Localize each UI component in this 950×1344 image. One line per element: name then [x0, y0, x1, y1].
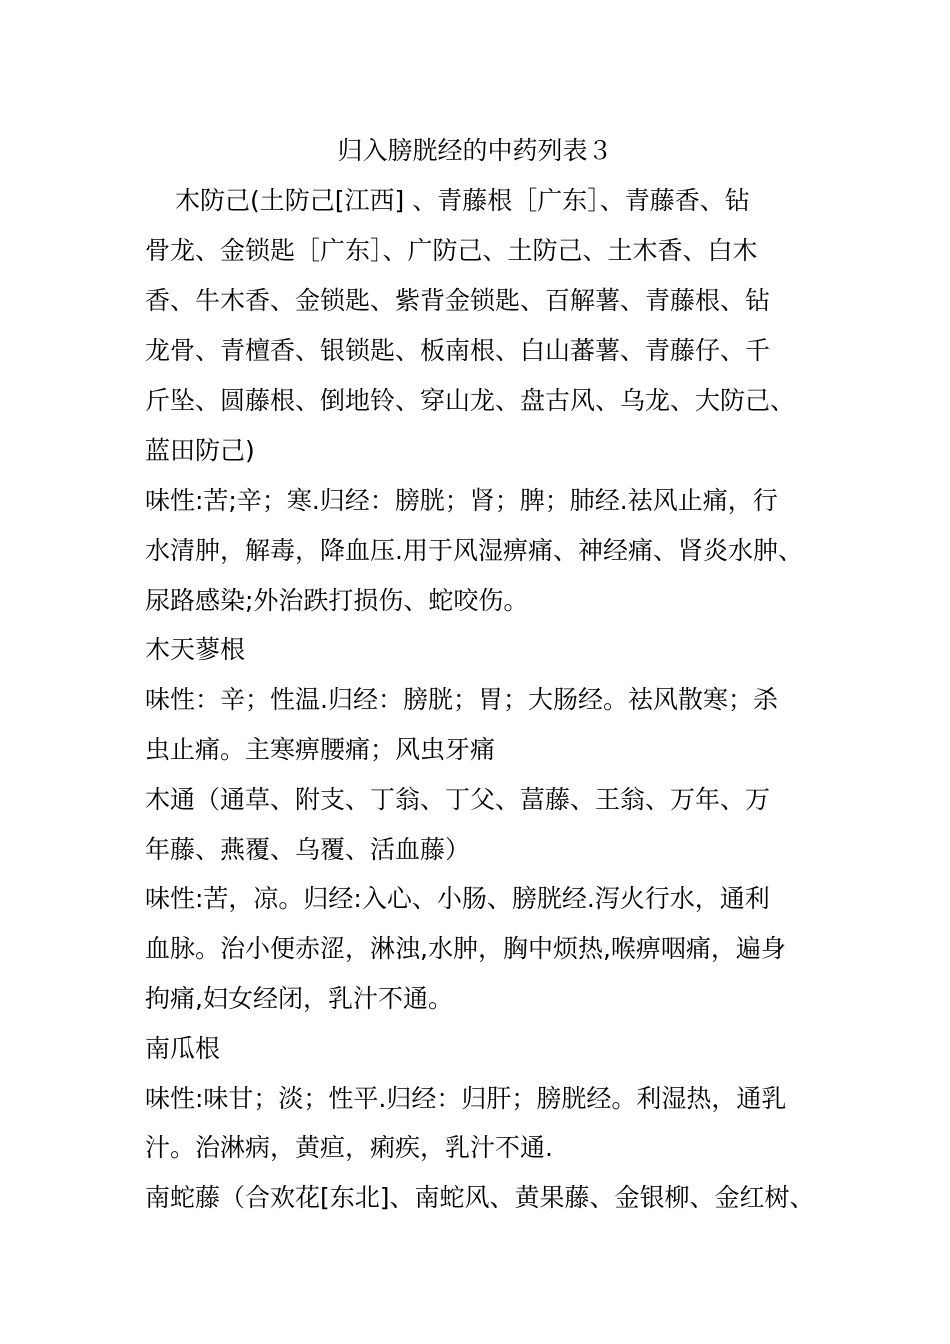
text-line: 虫止痛。主寒痹腰痛；风虫牙痛	[145, 735, 496, 764]
herb-heading: 南瓜根	[145, 1034, 221, 1063]
text-line: 汁。治淋病，黄疸，痢疾，乳汁不通.	[145, 1133, 553, 1162]
document-title: 归入膀胱经的中药列表３	[337, 136, 613, 165]
herb-heading: 木天蓼根	[145, 635, 246, 664]
text-line: 骨龙、金锁匙［广东］、广防己、土防己、土木香、白木	[145, 236, 758, 265]
text-line: 味性:苦;辛；寒.归经：膀胱；肾；脾；肺经.祛风止痛，行	[145, 486, 778, 515]
text-line: 木通（通草、附支、丁翁、丁父、葍藤、王翁、万年、万	[145, 785, 771, 814]
text-line: 年藤、燕覆、乌覆、活血藤）	[145, 835, 471, 864]
text-line: 南蛇藤（合欢花[东北]、南蛇风、黄果藤、金银柳、金红树、	[145, 1183, 815, 1212]
text-line: 味性:苦，凉。归经:入心、小肠、膀胱经.泻火行水，通利	[145, 884, 770, 913]
text-line: 蓝田防己)	[145, 436, 255, 465]
text-line: 香、牛木香、金锁匙、紫背金锁匙、百解薯、青藤根、钻	[145, 286, 771, 315]
text-line: 味性：辛；性温.归经：膀胱；胃；大肠经。祛风散寒；杀	[145, 685, 778, 714]
text-line: 血脉。治小便赤涩，淋浊,水肿，胸中烦热,喉痹咽痛，遍身	[145, 934, 786, 963]
text-line: 拘痛,妇女经闭，乳汁不通。	[145, 984, 453, 1013]
text-line: 木防己(土防己[江西] 、青藤根［广东］、青藤香、钻	[175, 186, 750, 215]
text-line: 味性:味甘；淡；性平.归经：归肝；膀胱经。利湿热，通乳	[145, 1084, 787, 1113]
text-line: 水清肿，解毒，降血压.用于风湿痹痛、神经痛、肾炎水肿、	[145, 536, 803, 565]
text-line: 斤坠、圆藤根、倒地铃、穿山龙、盘古风、乌龙、大防己、	[145, 386, 796, 415]
text-line: 尿路感染;外治跌打损伤、蛇咬伤。	[145, 586, 529, 615]
text-line: 龙骨、青檀香、银锁匙、板南根、白山蕃薯、青藤仔、千	[145, 336, 771, 365]
